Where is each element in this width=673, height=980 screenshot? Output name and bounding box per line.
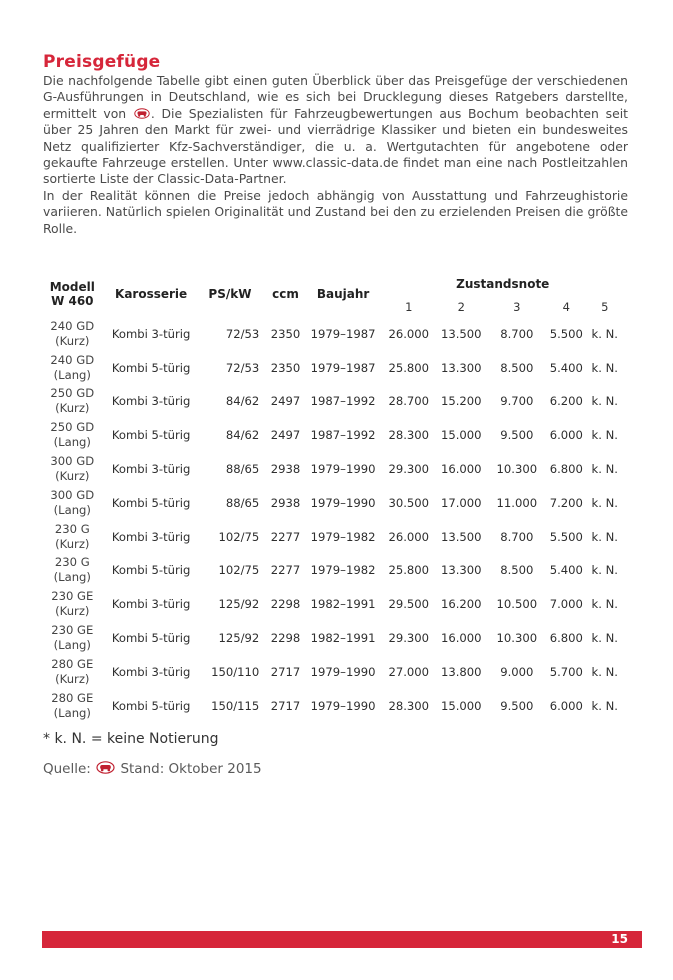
table-row — [43, 452, 623, 486]
table-row — [43, 385, 623, 419]
cell-baujahr: 1979–1982 — [310, 563, 376, 578]
table-row — [43, 317, 623, 351]
cell-baujahr: 1987–1992 — [310, 428, 376, 443]
price-table — [43, 271, 623, 723]
table-row — [43, 689, 623, 723]
cell-karosserie: Kombi 5-türig — [111, 563, 191, 578]
cell-pskw: 84/62 — [225, 428, 260, 443]
cell-karosserie: Kombi 3-türig — [111, 597, 191, 612]
cell-model-variant: (Lang) — [53, 705, 91, 720]
cell-z2: 13.300 — [440, 360, 482, 375]
cell-z5: k. N. — [591, 495, 618, 510]
cell-model-name: 240 GD — [50, 318, 95, 333]
table-body — [43, 317, 623, 723]
cell-z1: 29.300 — [388, 631, 430, 646]
cell-model-variant: (Lang) — [53, 367, 91, 382]
table-row — [43, 351, 623, 385]
table-row — [43, 587, 623, 621]
header-model-line1: Modell — [49, 280, 95, 294]
cell-model-variant: (Kurz) — [55, 536, 90, 551]
page-heading: Preisgefüge — [43, 52, 161, 72]
header-z5: 5 — [601, 300, 609, 314]
cell-z1: 29.300 — [388, 462, 430, 477]
cell-model-variant: (Kurz) — [55, 401, 90, 416]
cell-z4: 6.000 — [549, 698, 583, 713]
cell-model — [43, 351, 102, 385]
header-pskw: PS/kW — [208, 287, 252, 301]
cell-model-variant: (Lang) — [53, 638, 91, 653]
cell-model-name: 300 GD — [50, 454, 95, 469]
cell-model-name: 230 G — [54, 521, 90, 536]
cell-model-variant: (Lang) — [53, 502, 91, 517]
cell-model — [43, 554, 102, 588]
cell-z3: 8.700 — [500, 529, 534, 544]
cell-z5: k. N. — [591, 698, 618, 713]
cell-z1: 28.700 — [388, 394, 430, 409]
cell-pskw: 125/92 — [218, 597, 260, 612]
cell-z3: 10.300 — [496, 631, 538, 646]
cell-baujahr: 1979–1987 — [310, 360, 376, 375]
cell-z1: 26.000 — [388, 529, 430, 544]
intro-paragraph-1 — [43, 73, 628, 188]
cell-pskw: 72/53 — [225, 326, 260, 341]
cell-model — [43, 621, 102, 655]
source-label: Quelle: — [43, 761, 91, 777]
cell-z4: 5.500 — [549, 326, 583, 341]
table-row — [43, 655, 623, 689]
cell-pskw: 102/75 — [218, 529, 260, 544]
cell-z5: k. N. — [591, 529, 618, 544]
cell-karosserie: Kombi 5-türig — [111, 631, 191, 646]
cell-z2: 13.300 — [440, 563, 482, 578]
cell-z2: 17.000 — [440, 495, 482, 510]
cell-z1: 25.800 — [388, 360, 430, 375]
intro-paragraph-2: In der Realität können die Preise jedoch abhängig von Ausstattung und Fahrzeughistorie variieren. Natürlich spielen Originalität und Zustand bei den zu erzielenden Preisen die größte Rolle. — [43, 187, 628, 236]
cell-model-variant: (Kurz) — [55, 469, 90, 484]
cell-pskw: 88/65 — [225, 495, 260, 510]
source-stand: Stand: Oktober 2015 — [120, 761, 262, 777]
cell-pskw: 84/62 — [225, 394, 260, 409]
cell-model — [43, 418, 102, 452]
footer-bar — [42, 931, 642, 948]
cell-z2: 15.200 — [440, 394, 482, 409]
cell-z3: 10.300 — [496, 462, 538, 477]
cell-z5: k. N. — [591, 597, 618, 612]
cell-karosserie: Kombi 5-türig — [111, 428, 191, 443]
cell-ccm: 2497 — [270, 394, 301, 409]
cell-z5: k. N. — [591, 563, 618, 578]
cell-karosserie: Kombi 3-türig — [111, 462, 191, 477]
cell-baujahr: 1979–1990 — [310, 664, 376, 679]
cell-ccm: 2938 — [270, 495, 301, 510]
cell-z2: 15.000 — [440, 428, 482, 443]
cell-z5: k. N. — [591, 664, 618, 679]
cell-karosserie: Kombi 3-türig — [111, 394, 191, 409]
intro-p1-text: Die nachfolgende Tabelle gibt einen guten Überblick über das Preisgefüge der verschiedenen G-Ausführungen in Deutschland, wie es sich bei Drucklegung dieses Ratgebers darstellte, ermittelt von — [43, 73, 628, 121]
cell-ccm: 2298 — [270, 597, 301, 612]
cell-ccm: 2350 — [270, 326, 301, 341]
source-line — [43, 761, 262, 777]
cell-karosserie: Kombi 3-türig — [111, 326, 191, 341]
cell-z1: 26.000 — [388, 326, 430, 341]
cell-ccm: 2298 — [270, 631, 301, 646]
classic-data-logo-icon — [134, 108, 150, 119]
cell-model-name: 280 GE — [51, 690, 94, 705]
cell-model-name: 250 GD — [50, 420, 95, 435]
cell-z2: 16.000 — [440, 631, 482, 646]
cell-z4: 6.800 — [549, 631, 583, 646]
cell-model — [43, 689, 102, 723]
cell-z4: 5.400 — [549, 563, 583, 578]
cell-model — [43, 520, 102, 554]
cell-model-name: 280 GE — [51, 656, 94, 671]
cell-z1: 27.000 — [388, 664, 430, 679]
cell-z1: 28.300 — [388, 698, 430, 713]
cell-baujahr: 1979–1990 — [310, 698, 376, 713]
cell-z4: 6.200 — [549, 394, 583, 409]
cell-z2: 16.000 — [440, 462, 482, 477]
cell-z5: k. N. — [591, 462, 618, 477]
table-header-row — [43, 271, 623, 297]
cell-z3: 8.500 — [500, 563, 534, 578]
header-z2: 2 — [457, 300, 465, 314]
cell-z1: 28.300 — [388, 428, 430, 443]
cell-z3: 11.000 — [496, 495, 538, 510]
header-zustandsnote: Zustandsnote — [456, 277, 550, 291]
cell-model-name: 250 GD — [50, 386, 95, 401]
page-number: 15 — [611, 932, 628, 946]
cell-z5: k. N. — [591, 326, 618, 341]
cell-ccm: 2717 — [270, 698, 301, 713]
cell-ccm: 2277 — [270, 529, 301, 544]
cell-z3: 9.500 — [500, 698, 534, 713]
cell-z4: 7.200 — [549, 495, 583, 510]
cell-baujahr: 1979–1987 — [310, 326, 376, 341]
cell-model — [43, 655, 102, 689]
cell-z5: k. N. — [591, 360, 618, 375]
cell-model — [43, 385, 102, 419]
header-baujahr: Baujahr — [316, 287, 370, 301]
cell-z4: 6.800 — [549, 462, 583, 477]
header-karosserie: Karosserie — [115, 287, 188, 301]
cell-model-variant: (Kurz) — [55, 333, 90, 348]
cell-baujahr: 1982–1991 — [310, 631, 376, 646]
cell-z4: 5.500 — [549, 529, 583, 544]
cell-ccm: 2350 — [270, 360, 301, 375]
cell-z1: 25.800 — [388, 563, 430, 578]
cell-z2: 13.800 — [440, 664, 482, 679]
cell-baujahr: 1982–1991 — [310, 597, 376, 612]
classic-data-logo-icon — [96, 761, 115, 774]
cell-z3: 9.500 — [500, 428, 534, 443]
cell-karosserie: Kombi 3-türig — [111, 664, 191, 679]
cell-model-name: 230 GE — [51, 589, 94, 604]
cell-z3: 8.500 — [500, 360, 534, 375]
table-row — [43, 554, 623, 588]
cell-z3: 10.500 — [496, 597, 538, 612]
cell-karosserie: Kombi 5-türig — [111, 360, 191, 375]
cell-z4: 5.400 — [549, 360, 583, 375]
cell-model-name: 300 GD — [50, 487, 95, 502]
cell-pskw: 150/115 — [211, 698, 260, 713]
cell-model — [43, 486, 102, 520]
header-model — [43, 271, 102, 317]
cell-baujahr: 1979–1990 — [310, 495, 376, 510]
cell-z3: 9.000 — [500, 664, 534, 679]
cell-model-variant: (Kurz) — [55, 671, 90, 686]
header-z3: 3 — [513, 300, 521, 314]
cell-pskw: 88/65 — [225, 462, 260, 477]
cell-ccm: 2938 — [270, 462, 301, 477]
cell-karosserie: Kombi 5-türig — [111, 495, 191, 510]
table-row — [43, 486, 623, 520]
cell-pskw: 102/75 — [218, 563, 260, 578]
cell-z3: 8.700 — [500, 326, 534, 341]
header-model-line2: W 460 — [51, 294, 94, 308]
header-z1: 1 — [405, 300, 413, 314]
header-z4: 4 — [562, 300, 570, 314]
table-row — [43, 621, 623, 655]
cell-model — [43, 317, 102, 351]
cell-model — [43, 452, 102, 486]
cell-z5: k. N. — [591, 631, 618, 646]
cell-z2: 15.000 — [440, 698, 482, 713]
cell-model — [43, 587, 102, 621]
cell-z1: 29.500 — [388, 597, 430, 612]
table-row — [43, 520, 623, 554]
cell-z3: 9.700 — [500, 394, 534, 409]
cell-z4: 7.000 — [549, 597, 583, 612]
cell-ccm: 2277 — [270, 563, 301, 578]
cell-z2: 13.500 — [440, 529, 482, 544]
cell-ccm: 2717 — [270, 664, 301, 679]
cell-karosserie: Kombi 3-türig — [111, 529, 191, 544]
cell-baujahr: 1979–1990 — [310, 462, 376, 477]
table-row — [43, 418, 623, 452]
cell-model-name: 230 G — [54, 555, 90, 570]
cell-z5: k. N. — [591, 394, 618, 409]
cell-pskw: 150/110 — [211, 664, 260, 679]
cell-model-name: 230 GE — [51, 623, 94, 638]
cell-z2: 16.200 — [440, 597, 482, 612]
cell-z4: 6.000 — [549, 428, 583, 443]
cell-z4: 5.700 — [549, 664, 583, 679]
cell-model-variant: (Kurz) — [55, 604, 90, 619]
cell-z5: k. N. — [591, 428, 618, 443]
cell-pskw: 125/92 — [218, 631, 260, 646]
intro-p1-text-cont: . Die Spezialisten für Fahrzeugbewertungen aus Bochum beobachten seit über 25 Jahren den Markt für zwei- und vierrädrige Klassiker und bieten ein bundesweites Netz qualifizierter Kfz-Sachverständiger, die u. a. Wertgutachten für angebotene oder gekaufte Fahrzeuge erstellen. Unter www.classic-data.de findet man eine nach Postleitzahlen sortierte Liste der Classic-Data-Partner. — [43, 105, 628, 187]
intro-text — [43, 73, 628, 237]
cell-baujahr: 1987–1992 — [310, 394, 376, 409]
cell-model-variant: (Lang) — [53, 570, 91, 585]
cell-model-variant: (Lang) — [53, 435, 91, 450]
cell-model-name: 240 GD — [50, 352, 95, 367]
cell-karosserie: Kombi 5-türig — [111, 698, 191, 713]
cell-z1: 30.500 — [388, 495, 430, 510]
cell-ccm: 2497 — [270, 428, 301, 443]
footnote: * k. N. = keine Notierung — [43, 731, 219, 747]
cell-baujahr: 1979–1982 — [310, 529, 376, 544]
cell-pskw: 72/53 — [225, 360, 260, 375]
cell-z2: 13.500 — [440, 326, 482, 341]
header-ccm: ccm — [272, 287, 299, 301]
